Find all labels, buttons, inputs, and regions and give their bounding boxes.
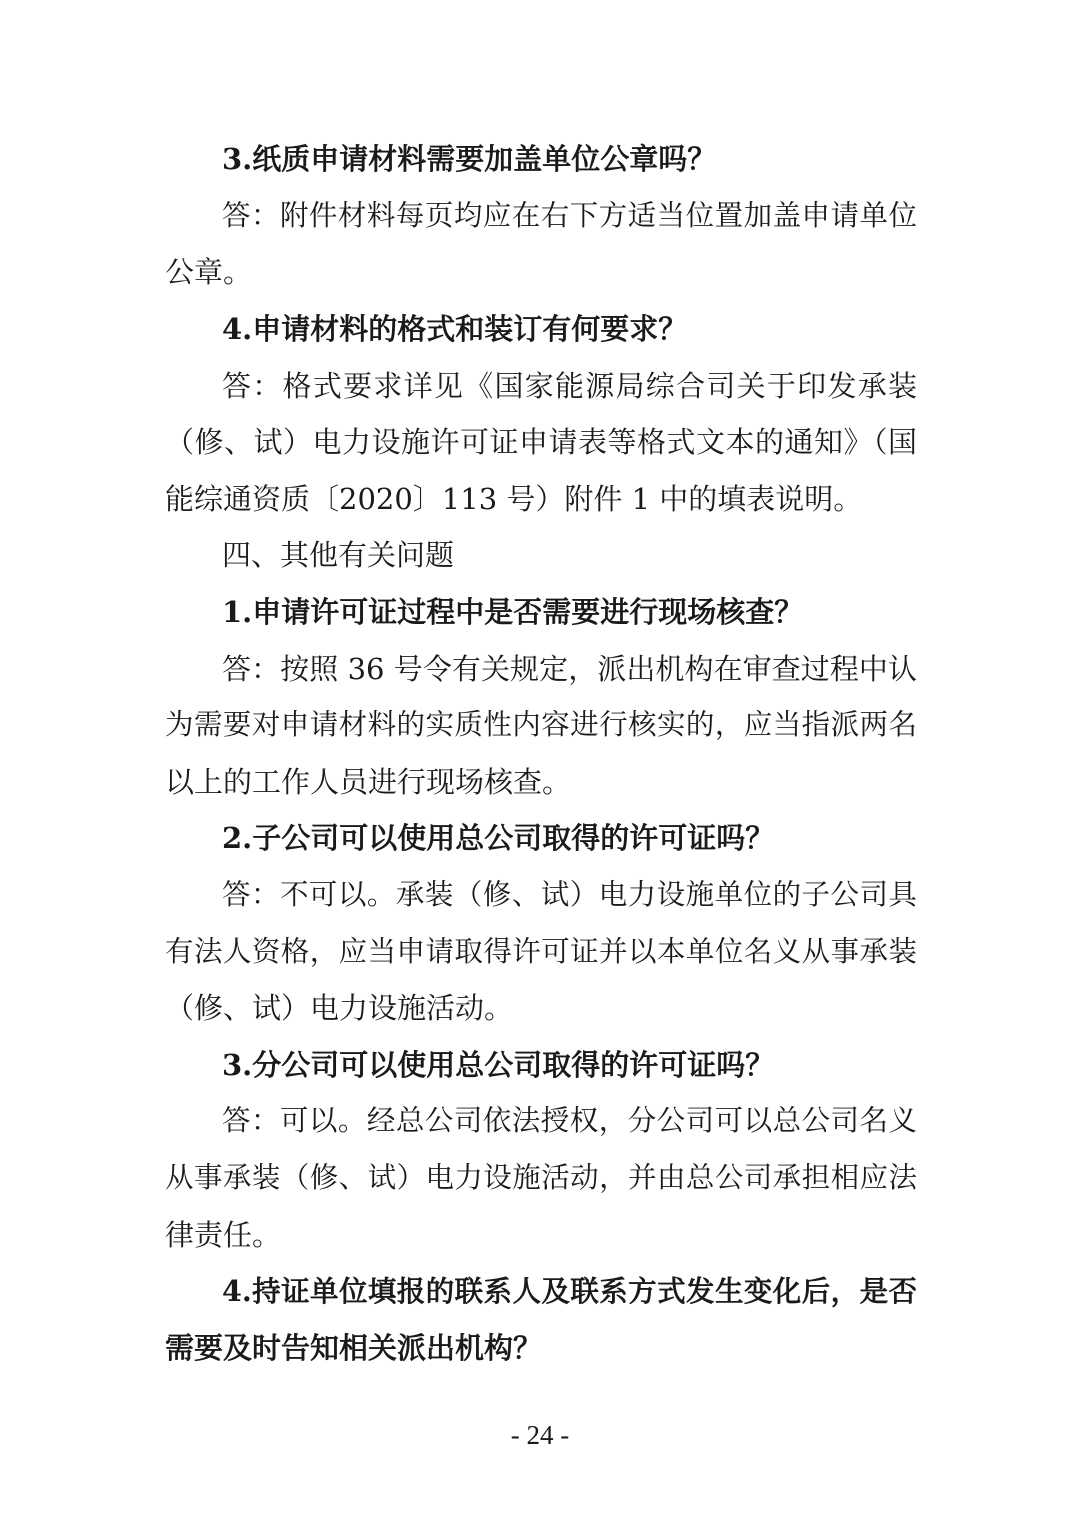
question-heading: 3.纸质申请材料需要加盖单位公章吗？ <box>222 142 717 176</box>
answer-text: 答：格式要求详见《国家能源局综合司关于印发承装 <box>222 369 917 403</box>
question-heading: 4.申请材料的格式和装订有何要求？ <box>222 312 688 346</box>
page-number: - 24 - <box>510 1420 570 1450</box>
question-heading: 1.申请许可证过程中是否需要进行现场核查？ <box>222 595 804 629</box>
answer-text: 答：不可以。承装（修、试）电力设施单位的子公司具 <box>222 878 917 911</box>
answer-text: 公章。 <box>165 255 253 289</box>
answer-text: 律责任。 <box>165 1218 282 1252</box>
question-heading: 2.子公司可以使用总公司取得的许可证吗？ <box>222 821 775 855</box>
answer-text: （修、试）电力设施活动。 <box>165 991 514 1025</box>
answer-text: 答：可以。经总公司依法授权，分公司可以总公司名义 <box>222 1104 917 1137</box>
answer-text: 为需要对申请材料的实质性内容进行核实的，应当指派两名 <box>165 708 917 741</box>
question-heading: 3.分公司可以使用总公司取得的许可证吗？ <box>222 1048 775 1082</box>
answer-text: 有法人资格，应当申请取得许可证并以本单位名义从事承装 <box>165 935 917 968</box>
answer-text: 能综通资质〔2020〕113 号）附件 1 中的填表说明。 <box>165 482 863 516</box>
section-heading: 四、其他有关问题 <box>222 538 455 572</box>
answer-text: 从事承装（修、试）电力设施活动，并由总公司承担相应法 <box>165 1161 917 1194</box>
answer-text: 以上的工作人员进行现场核查。 <box>165 765 572 799</box>
answer-text: 答：按照 36 号令有关规定，派出机构在审查过程中认 <box>222 652 917 686</box>
answer-text: （修、试）电力设施许可证申请表等格式文本的通知》（国 <box>165 425 917 459</box>
answer-text: 答：附件材料每页均应在右下方适当位置加盖申请单位 <box>222 199 917 232</box>
question-heading: 4.持证单位填报的联系人及联系方式发生变化后，是否 <box>222 1274 917 1308</box>
question-heading: 需要及时告知相关派出机构？ <box>165 1331 543 1365</box>
